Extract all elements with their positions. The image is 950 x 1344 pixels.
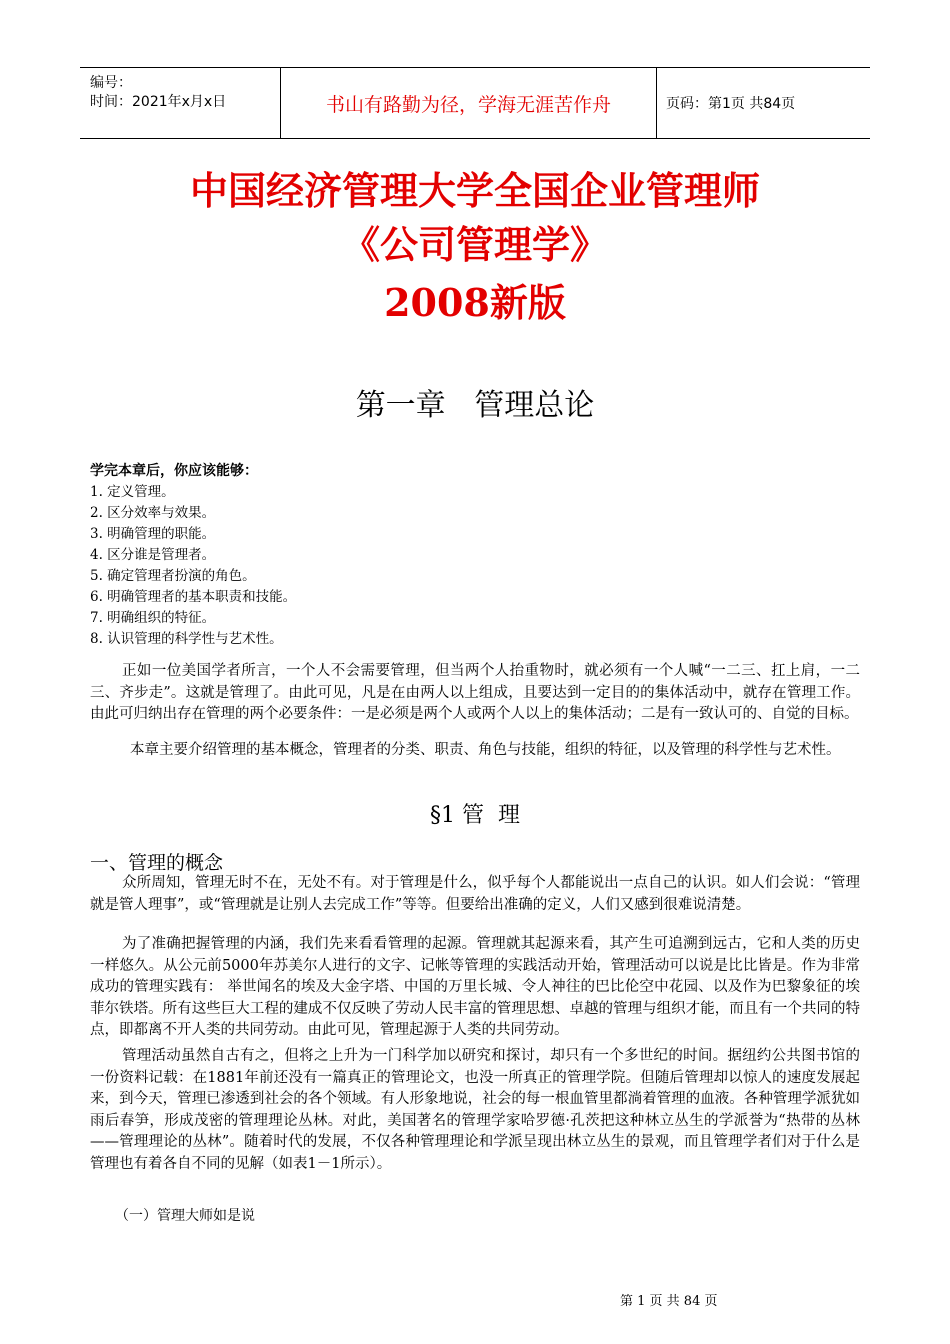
document-number-label: 编号： xyxy=(90,75,132,91)
document-title-line3: 2008新版 xyxy=(384,280,566,325)
learning-goal-item: 4. 区分谁是管理者。 xyxy=(90,547,216,563)
header-meta-cell xyxy=(80,68,281,138)
subsubsection-title: （一）管理大师如是说 xyxy=(115,1208,255,1224)
intro-paragraph-1: 正如一位美国学者所言，一个人不会需要管理，但当两个人抬重物时，就必须有一个人喊“一二三、扛上肩，一二三、齐步走”。这就是管理了。由此可见，凡是在由两人以上组成，且要达到一定目的的集体活动中，就存在管理工作。由此可归纳出存在管理的两个必要条件：一是必须是两个人或两个人以上的集体活动；二是有一致认可的、自觉的目标。 xyxy=(90,663,860,722)
section-title: §1 管 理 xyxy=(430,803,520,828)
body-paragraph-3: 管理活动虽然自古有之，但将之上升为一门科学加以研究和探讨，却只有一个多世纪的时间。据纽约公共图书馆的一份资料记载：在1881年前还没有一篇真正的管理论文，也没一所真正的管理学院。但随后管理却以惊人的速度发展起来，到今天，管理已渗透到社会的各个领域。有人形象地说，社会的每一根血管里都淌着管理的血液。各种管理学派犹如雨后春笋，形成茂密的管理理论丛林。对此，美国著名的管理学家哈罗德·孔茨把这种林立丛生的学派誉为“热带的丛林——管理理论的丛林”。随着时代的发展，不仅各种管理理论和学派呈现出林立丛生的景观，而且管理学者们对于什么是管理也有着各自不同的见解（如表1－1所示）。 xyxy=(90,1048,860,1172)
learning-goals-list xyxy=(90,482,296,650)
learning-goal-item: 5. 确定管理者扮演的角色。 xyxy=(90,568,256,584)
page-footer: 第 1 页 共 84 页 xyxy=(620,1294,718,1309)
document-time-label: 时间：2021年x月x日 xyxy=(90,94,227,110)
learning-goal-item: 6. 明确管理者的基本职责和技能。 xyxy=(90,589,297,605)
learning-goal-item: 3. 明确管理的职能。 xyxy=(90,526,216,542)
document-title-line2: 《公司管理学》 xyxy=(341,223,608,267)
body-paragraph-2: 为了准确把握管理的内涵，我们先来看看管理的起源。管理就其起源来看，其产生可追溯到远古，它和人类的历史一样悠久。从公元前5000年苏美尔人进行的文字、记帐等管理的实践活动开始，管理活动可以说是比比皆是。作为非常成功的管理实践有： 举世闻名的埃及大金字塔、中国的万里长城、令人神往的巴比伦空中花园、以及作为巴黎象征的埃菲尔铁塔。所有这些巨大工程的建成不仅反映了劳动人民丰富的管理思想、卓越的管理与组织才能，而且有一个共同的特点，即都离不开人类的共同劳动。由此可见，管理起源于人类的共同劳动。 xyxy=(90,936,860,1038)
page-header xyxy=(80,67,870,139)
header-motto: 书山有路勤为径，学海无涯苦作舟 xyxy=(281,68,657,138)
learning-goal-item: 2. 区分效率与效果。 xyxy=(90,505,216,521)
learning-goal-item: 1. 定义管理。 xyxy=(90,484,175,500)
header-page-info: 页码：第1页 共84页 xyxy=(666,96,796,112)
learning-goal-item: 8. 认识管理的科学性与艺术性。 xyxy=(90,631,283,647)
learning-goals-heading: 学完本章后，你应该能够： xyxy=(90,463,258,479)
body-paragraph-1: 众所周知，管理无时不在，无处不有。对于管理是什么，似乎每个人都能说出一点自己的认识。如人们会说：“管理就是管人理事”，或“管理就是让别人去完成工作”等等。但要给出准确的定义，人们又感到很难说清楚。 xyxy=(90,875,860,913)
learning-goal-item: 7. 明确组织的特征。 xyxy=(90,610,216,626)
document-title-line1: 中国经济管理大学全国企业管理师 xyxy=(189,169,760,213)
intro-paragraph-2: 本章主要介绍管理的基本概念，管理者的分类、职责、角色与技能，组织的特征，以及管理的科学性与艺术性。 xyxy=(130,742,841,758)
chapter-title: 第一章 管理总论 xyxy=(355,388,595,423)
subsection-title: 一、管理的概念 xyxy=(90,852,224,874)
